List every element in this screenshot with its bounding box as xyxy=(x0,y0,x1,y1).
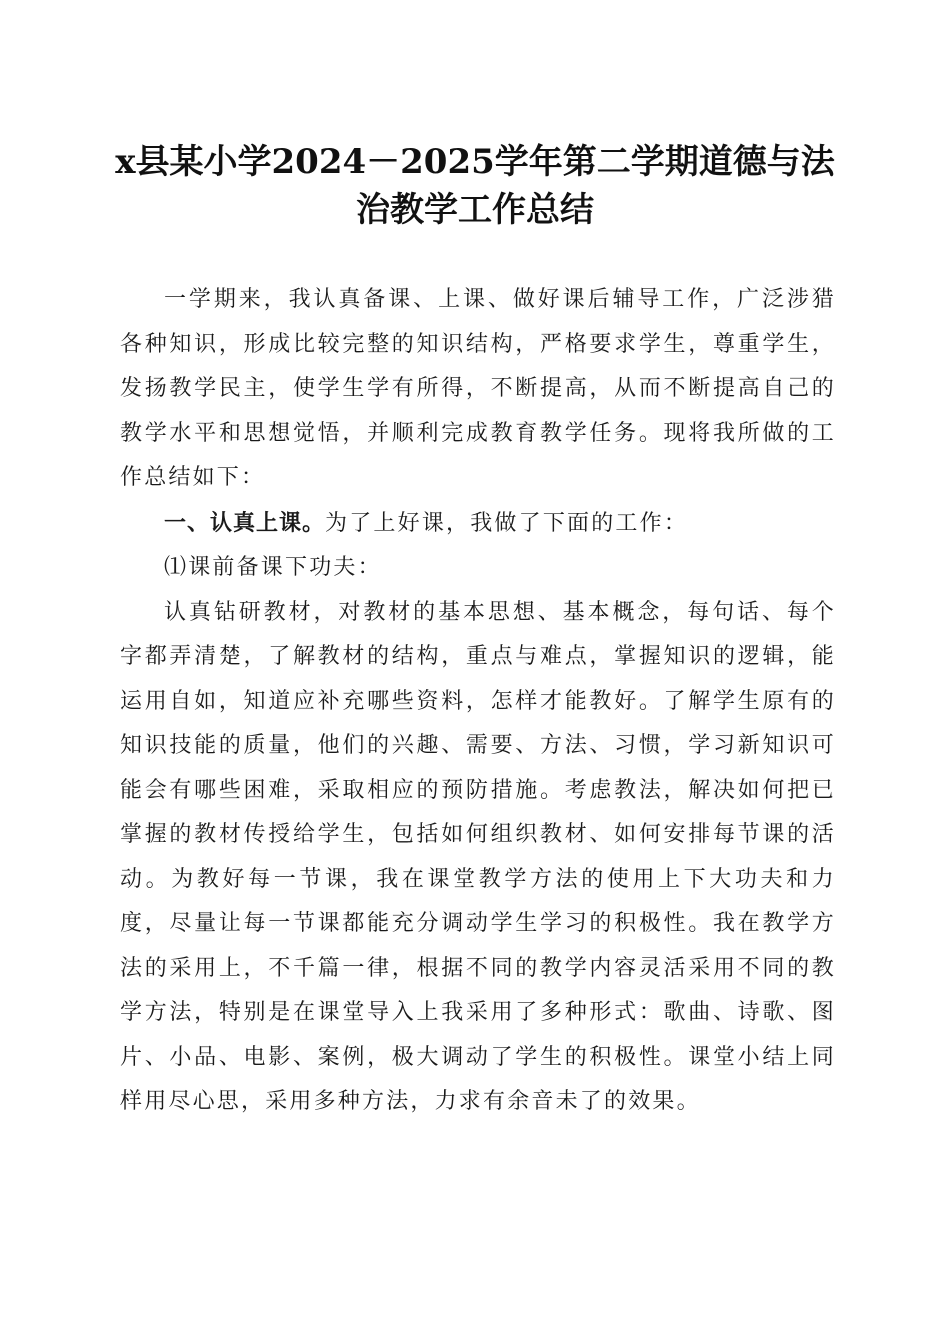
section-1-text: 为了上好课，我做了下面的工作： xyxy=(325,510,689,536)
title-line-1: x县某小学2024－2025学年第二学期道德与法 xyxy=(115,142,835,182)
intro-paragraph: 一学期来，我认真备课、上课、做好课后辅导工作，广泛涉猎各种知识，形成比较完整的知识结构，严格要求学生，尊重学生，发扬教学民主，使学生学有所得，不断提高，从而不断提高自己的教学水平和思想觉悟，并顺利完成教育教学任务。现将我所做的工作总结如下： xyxy=(120,287,836,490)
document-title xyxy=(100,138,850,234)
section-1-paragraph xyxy=(120,501,836,547)
title-line-2: 治教学工作总结 xyxy=(356,190,594,230)
section-1-heading: 一、认真上课。 xyxy=(164,509,326,536)
subsection-1-paragraph: 认真钻研教材，对教材的基本思想、基本概念，每句话、每个字都弄清楚，了解教材的结构，重点与难点，掌握知识的逻辑，能运用自如，知道应补充哪些资料，怎样才能教好。了解学生原有的知识技能的质量，他们的兴趣、需要、方法、习惯，学习新知识可能会有哪些困难，采取相应的预防措施。考虑教法，解决如何把已掌握的教材传授给学生，包括如何组织教材、如何安排每节课的活动。为教好每一节课，我在课堂教学方法的使用上下大功夫和力度，尽量让每一节课都能充分调动学生学习的积极性。我在教学方法的采用上，不千篇一律，根据不同的教学内容灵活采用不同的教学方法，特别是在课堂导入上我采用了多种形式：歌曲、诗歌、图片、小品、电影、案例，极大调动了学生的积极性。课堂小结上同样用尽心思，采用多种方法，力求有余音未了的效果。 xyxy=(120,599,836,1114)
document-body xyxy=(120,278,836,1125)
subsection-1-label: ⑴课前备课下功夫： xyxy=(164,555,382,580)
